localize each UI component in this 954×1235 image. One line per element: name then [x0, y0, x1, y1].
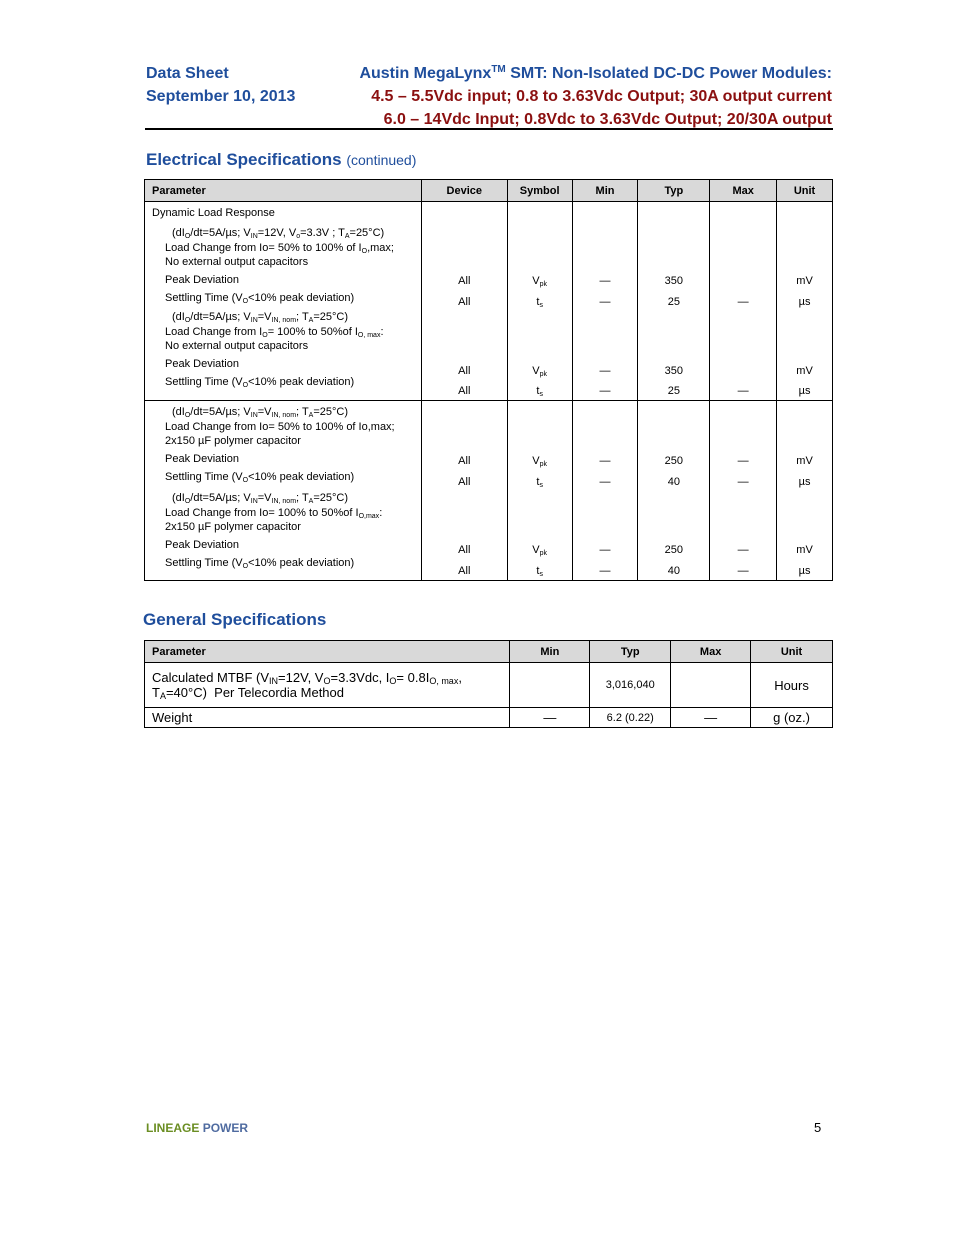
- continued-label: (continued): [346, 152, 417, 168]
- min-value: —: [599, 296, 611, 308]
- capacitor-text: 2x150 µF polymer capacitor: [165, 435, 301, 447]
- peak-deviation-label: Peak Deviation: [165, 358, 239, 370]
- device-value: All: [458, 275, 471, 287]
- col-min: Min: [510, 641, 590, 663]
- unit-value: µs: [798, 565, 811, 577]
- title-post: SMT: Non-Isolated DC-DC Power Modules:: [505, 65, 832, 82]
- load-change-text: Load Change from Io= 50% to 100% of $I_O,\max$;: [165, 242, 394, 255]
- max-value: —: [737, 385, 749, 397]
- col-symbol: Symbol: [507, 180, 572, 202]
- symbol-cell: [507, 202, 572, 401]
- min-value: —: [599, 275, 611, 287]
- symbol-vpk: $V_{pk}$: [532, 275, 548, 288]
- min-value: —: [599, 565, 611, 577]
- capacitor-text: 2x150 µF polymer capacitor: [165, 521, 301, 533]
- typ-cell: [638, 202, 710, 401]
- typ-value: 25: [667, 385, 680, 397]
- parameter-cell: [145, 401, 422, 581]
- electrical-spec-title: [146, 150, 416, 170]
- max-cell: [710, 401, 777, 581]
- max-value: [710, 362, 776, 380]
- col-parameter: Parameter: [145, 180, 422, 202]
- general-spec-table: [144, 640, 833, 728]
- max-value: —: [737, 476, 749, 488]
- symbol-vpk: $V_{pk}$: [532, 544, 548, 557]
- device-cell: [421, 401, 507, 581]
- brand-lineage: LINEAGE: [146, 1121, 200, 1135]
- unit-value: mV: [796, 275, 813, 287]
- typ-cell: [638, 401, 710, 581]
- unit-cell: [777, 401, 833, 581]
- load-change-text: Load Change from Io= 100% to 50%of $I_{O,max}$:: [165, 507, 383, 520]
- weight-typ: 6.2 (0.22): [590, 708, 671, 728]
- col-parameter: Parameter: [145, 641, 510, 663]
- settling-time-label: Settling Time ($V_O<10\%$ peak deviation): [165, 292, 355, 305]
- min-cell: [572, 202, 638, 401]
- max-cell: [710, 202, 777, 401]
- col-typ: Typ: [638, 180, 710, 202]
- mtbf-line-1: Calculated MTBF ($V_{IN}=12V$, $V_O=3.3Vdc$, $I_O= 0.8I_{O, max}$,: [152, 670, 462, 686]
- trademark: TM: [491, 64, 506, 75]
- min-cell: [572, 401, 638, 581]
- capacitor-text: No external output capacitors: [165, 340, 309, 352]
- mtbf-line-2: $T_A=40^\circ C$) Per Telecordia Method: [152, 685, 344, 701]
- peak-deviation-label: Peak Deviation: [165, 274, 239, 286]
- dynamic-load-title: Dynamic Load Response: [152, 207, 275, 219]
- general-spec-title: General Specifications: [143, 610, 327, 629]
- typ-value: 40: [667, 476, 680, 488]
- min-value: —: [599, 365, 611, 377]
- title-pre: Austin MegaLynx: [359, 65, 492, 82]
- typ-value: 40: [667, 565, 680, 577]
- min-value: —: [599, 385, 611, 397]
- load-change-text: Load Change from Io= 50% to 100% of Io,max;: [165, 421, 395, 433]
- mtbf-unit: Hours: [751, 663, 833, 708]
- max-value: [710, 272, 776, 290]
- typ-value: 350: [664, 365, 684, 377]
- device-value: All: [458, 565, 471, 577]
- peak-deviation-label: Peak Deviation: [165, 453, 239, 465]
- mtbf-typ: 3,016,040: [590, 663, 671, 708]
- device-cell: [421, 202, 507, 401]
- device-value: All: [458, 455, 471, 467]
- table-row: [145, 663, 833, 708]
- mtbf-parameter: [145, 663, 510, 708]
- unit-value: µs: [798, 296, 811, 308]
- unit-value: µs: [798, 385, 811, 397]
- doc-header-left: [146, 62, 295, 108]
- product-line-3: 6.0 – 14Vdc Input; 0.8Vdc to 3.63Vdc Output; 20/30A output: [383, 111, 832, 128]
- footer-brand: [146, 1121, 248, 1135]
- header-rule: [145, 128, 833, 130]
- max-value: —: [737, 296, 749, 308]
- max-value: —: [737, 544, 749, 556]
- symbol-ts: $t_s$: [536, 476, 543, 489]
- product-title: [359, 62, 832, 85]
- capacitor-text: No external output capacitors: [165, 256, 309, 268]
- col-unit: Unit: [777, 180, 833, 202]
- page-number: 5: [814, 1120, 822, 1135]
- settling-time-label: Settling Time ($V_O<10\%$ peak deviation): [165, 376, 355, 389]
- symbol-vpk: $V_{pk}$: [532, 455, 548, 468]
- max-value: —: [737, 565, 749, 577]
- min-value: —: [599, 544, 611, 556]
- unit-value: µs: [798, 476, 811, 488]
- min-value: —: [599, 455, 611, 467]
- settling-time-label: Settling Time ($V_O<10\%$ peak deviation): [165, 557, 355, 570]
- electrical-spec-table: [144, 179, 833, 581]
- typ-value: 250: [664, 455, 684, 467]
- table-row: [145, 708, 833, 728]
- mtbf-max: [671, 663, 751, 708]
- symbol-cell: [507, 401, 572, 581]
- max-value: —: [737, 455, 749, 467]
- settling-time-label: Settling Time ($V_O<10\%$ peak deviation): [165, 471, 355, 484]
- weight-min: —: [510, 708, 590, 728]
- unit-value: mV: [796, 544, 813, 556]
- mtbf-min: [510, 663, 590, 708]
- unit-cell: [777, 202, 833, 401]
- doc-date: September 10, 2013: [146, 88, 296, 105]
- weight-parameter: Weight: [145, 708, 510, 728]
- typ-value: 350: [664, 275, 684, 287]
- condition-text: ($dI_O/dt=5A/\mu s$; $V_{IN}=12V$, $V_o=3.3V$ ; $T_A=25^\circ C$): [172, 227, 385, 240]
- product-line-2: 4.5 – 5.5Vdc input; 0.8 to 3.63Vdc Output; 30A output current: [371, 88, 832, 105]
- condition-text: ($dI_O/dt=5A/\mu s$; $V_{IN}=V_{IN, nom}$; $T_A=25^\circ C$): [172, 311, 349, 324]
- device-value: All: [458, 296, 471, 308]
- col-unit: Unit: [751, 641, 833, 663]
- load-change-text: Load Change from $I_O= 100\%$ to 50%of $I_{O, max}$:: [165, 326, 384, 339]
- electrical-title-text: Electrical Specifications: [146, 150, 342, 169]
- weight-max: —: [671, 708, 751, 728]
- condition-text: ($dI_O/dt=5A/\mu s$; $V_{IN}=V_{IN, nom}$; $T_A=25^\circ C$): [172, 492, 349, 505]
- col-device: Device: [421, 180, 507, 202]
- device-value: All: [458, 385, 471, 397]
- symbol-ts: $t_s$: [536, 385, 543, 398]
- brand-power: POWER: [202, 1121, 249, 1135]
- col-typ: Typ: [590, 641, 671, 663]
- min-value: —: [599, 476, 611, 488]
- col-max: Max: [671, 641, 751, 663]
- parameter-cell: [145, 202, 422, 401]
- weight-unit: g (oz.): [751, 708, 833, 728]
- col-max: Max: [710, 180, 777, 202]
- table-row: [145, 401, 833, 581]
- doc-type: Data Sheet: [146, 65, 229, 82]
- symbol-vpk: $V_{pk}$: [532, 365, 548, 378]
- table-row: [145, 202, 833, 401]
- unit-value: mV: [796, 455, 813, 467]
- symbol-ts: $t_s$: [536, 296, 543, 309]
- col-min: Min: [572, 180, 638, 202]
- typ-value: 25: [667, 296, 680, 308]
- device-value: All: [458, 544, 471, 556]
- doc-header-right: [359, 62, 832, 131]
- symbol-ts: $t_s$: [536, 565, 543, 578]
- device-value: All: [458, 365, 471, 377]
- unit-value: mV: [796, 365, 813, 377]
- typ-value: 250: [664, 544, 684, 556]
- peak-deviation-label: Peak Deviation: [165, 539, 239, 551]
- condition-text: ($dI_O/dt=5A/\mu s$; $V_{IN}=V_{IN, nom}$; $T_A=25^\circ C$): [172, 406, 349, 419]
- device-value: All: [458, 476, 471, 488]
